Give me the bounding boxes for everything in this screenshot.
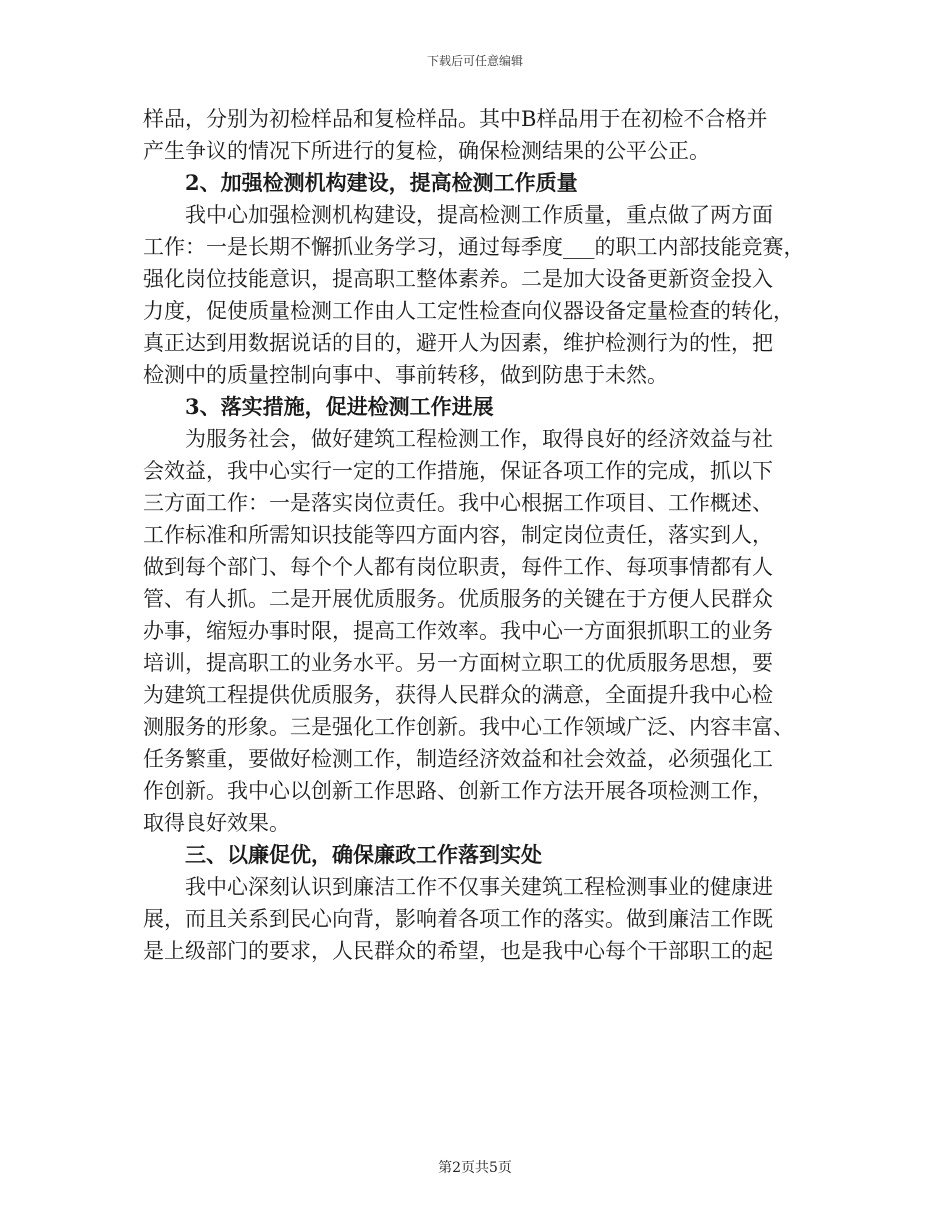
paragraph-line: 强化岗位技能意识，提高职工整体素养。二是加大设备更新资金投入 [143,267,773,291]
paragraph-line: 三方面工作：一是落实岗位责任。我中心根据工作项目、工作概述、 [143,491,773,515]
paragraph-line: 为建筑工程提供优质服务，获得人民群众的满意，全面提升我中心检 [143,683,773,707]
paragraph-first-line: 为服务社会，做好建筑工程检测工作，取得良好的经济效益与社 [185,427,773,451]
paragraph-line: 做到每个部门、每个个人都有岗位职责，每件工作、每项事情都有人 [143,555,773,579]
paragraph-line: 管、有人抓。二是开展优质服务。优质服务的关键在于方便人民群众 [143,587,773,611]
paragraph-line: 办事，缩短办事时限，提高工作效率。我中心一方面狠抓职工的业务 [143,619,773,643]
page-footer: 第2页共5页 [438,1160,512,1176]
paragraph-line: 作创新。我中心以创新工作思路、创新工作方法开展各项检测工作， [143,779,773,803]
paragraph-line: 工作标准和所需知识技能等四方面内容，制定岗位责任，落实到人， [143,523,773,547]
paragraph-line: 产生争议的情况下所进行的复检，确保检测结果的公平公正。 [143,139,710,163]
paragraph-line: 力度，促使质量检测工作由人工定性检查向仪器设备定量检查的转化， [143,299,794,323]
paragraph-first-line: 我中心加强检测机构建设，提高检测工作质量，重点做了两方面 [185,203,773,227]
section-heading: 2、加强检测机构建设，提高检测工作质量 [185,170,578,195]
section-heading: 3、落实措施，促进检测工作进展 [185,394,494,419]
paragraph-line: 是上级部门的要求，人民群众的希望，也是我中心每个干部职工的起 [143,939,773,963]
paragraph-line: 检测中的质量控制向事中、事前转移，做到防患于未然。 [143,363,668,387]
paragraph-line: 工作：一是长期不懈抓业务学习，通过每季度___的职工内部技能竞赛， [143,235,805,259]
paragraph-line: 取得良好效果。 [143,811,290,835]
section-heading: 三、以廉促优，确保廉政工作落到实处 [185,842,542,867]
paragraph-first-line: 我中心深刻认识到廉洁工作不仅事关建筑工程检测事业的健康进 [185,875,773,899]
paragraph-line: 真正达到用数据说话的目的，避开人为因素，维护检测行为的性，把 [143,331,773,355]
paragraph-line: 培训，提高职工的业务水平。另一方面树立职工的优质服务思想，要 [143,651,773,675]
paragraph-line: 会效益，我中心实行一定的工作措施，保证各项工作的完成，抓以下 [143,459,773,483]
page-header: 下载后可任意编辑 [426,54,523,68]
paragraph-line: 展，而且关系到民心向背，影响着各项工作的落实。做到廉洁工作既 [143,907,773,931]
document-body [143,103,823,967]
paragraph-line: 样品，分别为初检样品和复检样品。其中B样品用于在初检不合格并 [143,107,768,131]
paragraph-line: 任务繁重，要做好检测工作，制造经济效益和社会效益，必须强化工 [143,747,773,771]
paragraph-line: 测服务的形象。三是强化工作创新。我中心工作领域广泛、内容丰富、 [143,715,794,739]
